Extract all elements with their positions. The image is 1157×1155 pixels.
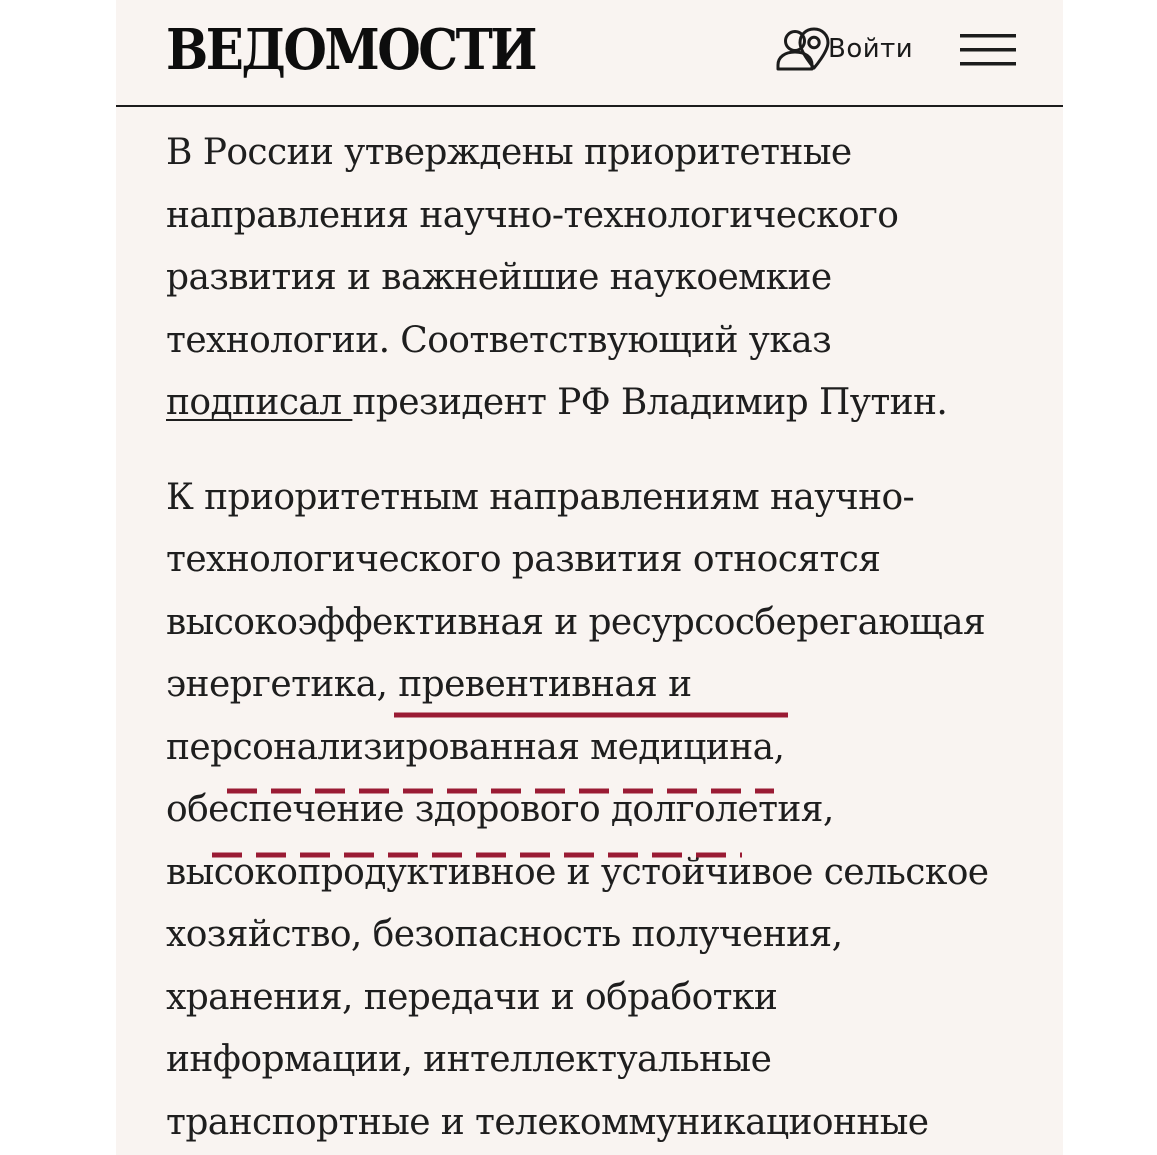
text-line: обеспечение здорового долголетия, — [166, 789, 834, 830]
text-line: хранения, передачи и обработки — [166, 976, 778, 1018]
text-line: технологии. Соответствующий указ — [166, 319, 832, 361]
site-header — [116, 0, 1063, 107]
text-line: транспортные и телекоммуникационные — [166, 1101, 929, 1143]
article-paragraph-1 — [166, 122, 1026, 435]
text-line: хозяйство, безопасность получения, — [166, 914, 843, 955]
site-logo[interactable]: ВЕДОМОСТИ — [166, 16, 536, 83]
text-line: персонализированная медицина, — [166, 726, 785, 768]
text-line: направления научно-технологического — [166, 194, 899, 236]
text-line: К приоритетным направлениям научно- — [166, 476, 915, 518]
text-line: В России утверждены приоритетные — [166, 132, 852, 173]
text-line: технологического развития относятся — [166, 539, 881, 580]
article-page — [116, 0, 1063, 1155]
login-label: Войти — [828, 34, 914, 64]
text-fragment: энергетика, — [166, 664, 399, 705]
hamburger-menu-icon[interactable] — [960, 30, 1016, 70]
highlighted-fragment: превентивная и — [398, 664, 692, 705]
text-line — [166, 372, 1026, 435]
text-line: высокоэффективная и ресурсосберегающая — [166, 601, 986, 643]
text-line — [166, 654, 1026, 717]
article-body — [166, 122, 1026, 1155]
text-fragment: президент РФ Владимир Путин. — [352, 382, 948, 423]
article-paragraph-2 — [166, 467, 1026, 1155]
user-icon — [772, 26, 818, 72]
signed-link[interactable]: подписал — [166, 382, 353, 423]
text-line: развития и важнейшие наукоемкие — [166, 257, 832, 298]
text-line: высокопродуктивное и устойчивое сельское — [166, 851, 989, 893]
text-line: информации, интеллектуальные — [166, 1039, 772, 1080]
login-button[interactable] — [772, 24, 913, 74]
